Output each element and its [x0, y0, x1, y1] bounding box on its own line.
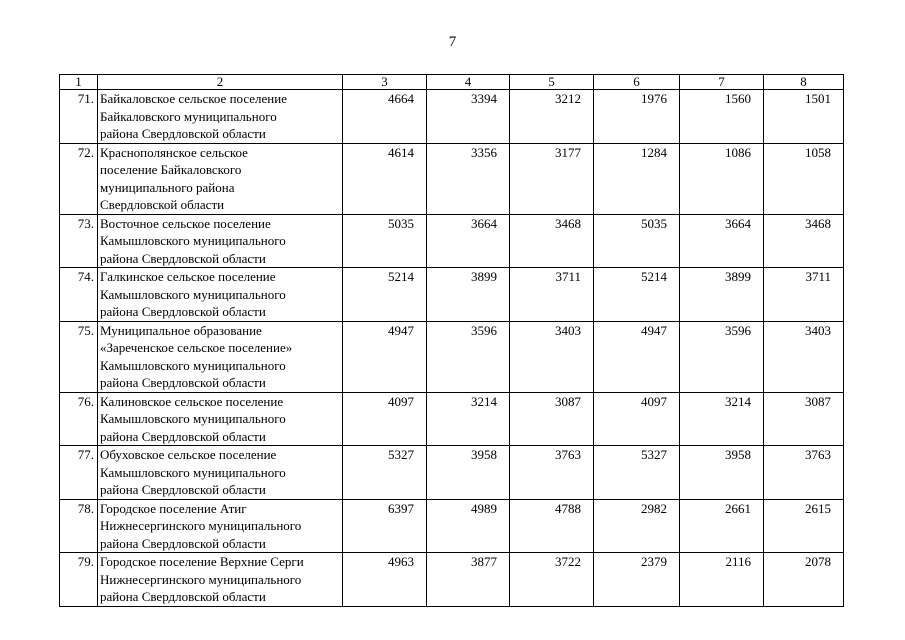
value-cell: 2982 [594, 499, 680, 553]
table-row [60, 90, 844, 144]
table-row [60, 214, 844, 268]
municipality-name [98, 143, 343, 214]
column-header: 1 [60, 75, 98, 90]
row-number: 72. [60, 143, 98, 214]
page-number: 7 [448, 34, 457, 50]
municipality-name [98, 553, 343, 607]
value-cell: 3087 [510, 392, 594, 446]
column-header: 5 [510, 75, 594, 90]
value-cell: 5214 [343, 268, 427, 322]
table-row [60, 553, 844, 607]
value-cell: 6397 [343, 499, 427, 553]
value-cell: 4664 [343, 90, 427, 144]
table-row [60, 446, 844, 500]
name-line: Муниципальное образование [100, 322, 262, 338]
row-number: 75. [60, 321, 98, 392]
name-line: Краснополянское сельское [100, 144, 248, 160]
value-cell: 4097 [594, 392, 680, 446]
value-cell: 2661 [680, 499, 764, 553]
name-line: поселение Байкаловского [100, 162, 242, 177]
municipality-name [98, 214, 343, 268]
value-cell: 2078 [764, 553, 844, 607]
row-number: 77. [60, 446, 98, 500]
value-cell: 1058 [764, 143, 844, 214]
value-cell: 3468 [764, 214, 844, 268]
value-cell: 3958 [427, 446, 510, 500]
name-line: Камышловского муниципального [100, 411, 286, 426]
value-cell: 3899 [680, 268, 764, 322]
value-cell: 3177 [510, 143, 594, 214]
name-line: Байкаловского муниципального [100, 108, 277, 124]
column-header: 7 [680, 75, 764, 90]
name-line: района Свердловской области [100, 126, 266, 141]
name-line: Нижнесергинского муниципального [100, 518, 302, 533]
value-cell: 3356 [427, 143, 510, 214]
row-number: 74. [60, 268, 98, 322]
value-cell: 3212 [510, 90, 594, 144]
municipality-name [98, 268, 343, 322]
column-header: 6 [594, 75, 680, 90]
value-cell: 4788 [510, 499, 594, 553]
table-row [60, 268, 844, 322]
value-cell: 1086 [680, 143, 764, 214]
name-line: района Свердловской области [100, 482, 266, 497]
value-cell: 3763 [510, 446, 594, 500]
value-cell: 4097 [343, 392, 427, 446]
value-cell: 3403 [510, 321, 594, 392]
name-line: Камышловского муниципального [100, 357, 286, 373]
row-number: 78. [60, 499, 98, 553]
name-line: Байкаловское сельское поселение [100, 91, 287, 106]
name-line: Калиновское сельское поселение [100, 393, 284, 409]
value-cell: 3214 [680, 392, 764, 446]
column-header: 2 [98, 75, 343, 90]
name-line: Галкинское сельское поселение [100, 269, 276, 284]
name-line: муниципального района [100, 179, 235, 195]
value-cell: 1501 [764, 90, 844, 144]
name-line: Камышловского муниципального [100, 286, 286, 302]
name-line: Обуховское сельское поселение [100, 447, 277, 462]
value-cell: 3664 [680, 214, 764, 268]
value-cell: 3711 [764, 268, 844, 322]
value-cell: 1284 [594, 143, 680, 214]
data-table [59, 74, 844, 607]
value-cell: 5327 [343, 446, 427, 500]
name-line: Камышловского муниципального [100, 233, 286, 248]
value-cell: 1560 [680, 90, 764, 144]
name-line: Городское поселение Атиг [100, 500, 247, 516]
value-cell: 1976 [594, 90, 680, 144]
value-cell: 4963 [343, 553, 427, 607]
table-row [60, 392, 844, 446]
column-header: 8 [764, 75, 844, 90]
value-cell: 2615 [764, 499, 844, 553]
header-row [60, 75, 844, 90]
value-cell: 4947 [594, 321, 680, 392]
name-line: района Свердловской области [100, 375, 266, 390]
table-row [60, 499, 844, 553]
name-line: Камышловского муниципального [100, 464, 286, 480]
table-body [60, 75, 844, 607]
name-line: Свердловской области [100, 197, 225, 212]
municipality-name [98, 321, 343, 392]
value-cell: 3394 [427, 90, 510, 144]
value-cell: 3711 [510, 268, 594, 322]
name-line: Городское поселение Верхние Серги [100, 554, 304, 569]
value-cell: 2379 [594, 553, 680, 607]
name-line: района Свердловской области [100, 535, 266, 551]
value-cell: 5035 [343, 214, 427, 268]
column-header: 4 [427, 75, 510, 90]
municipality-name [98, 90, 343, 144]
name-line: Нижнесергинского муниципального [100, 571, 302, 587]
municipality-name [98, 499, 343, 553]
value-cell: 5327 [594, 446, 680, 500]
name-line: района Свердловской области [100, 250, 266, 266]
value-cell: 3596 [680, 321, 764, 392]
value-cell: 3763 [764, 446, 844, 500]
name-line: «Зареченское сельское поселение» [100, 340, 293, 355]
value-cell: 3214 [427, 392, 510, 446]
column-header: 3 [343, 75, 427, 90]
value-cell: 3899 [427, 268, 510, 322]
value-cell: 3958 [680, 446, 764, 500]
value-cell: 3596 [427, 321, 510, 392]
value-cell: 3403 [764, 321, 844, 392]
row-number: 73. [60, 214, 98, 268]
table-row [60, 321, 844, 392]
row-number: 79. [60, 553, 98, 607]
value-cell: 2116 [680, 553, 764, 607]
value-cell: 4614 [343, 143, 427, 214]
value-cell: 3468 [510, 214, 594, 268]
name-line: района Свердловской области [100, 589, 266, 604]
value-cell: 3877 [427, 553, 510, 607]
value-cell: 4947 [343, 321, 427, 392]
value-cell: 3087 [764, 392, 844, 446]
value-cell: 4989 [427, 499, 510, 553]
value-cell: 5035 [594, 214, 680, 268]
name-line: района Свердловской области [100, 428, 266, 444]
value-cell: 3722 [510, 553, 594, 607]
value-cell: 3664 [427, 214, 510, 268]
row-number: 71. [60, 90, 98, 144]
name-line: района Свердловской области [100, 304, 266, 319]
name-line: Восточное сельское поселение [100, 215, 271, 231]
row-number: 76. [60, 392, 98, 446]
table-row [60, 143, 844, 214]
municipality-name [98, 446, 343, 500]
municipality-name [98, 392, 343, 446]
value-cell: 5214 [594, 268, 680, 322]
